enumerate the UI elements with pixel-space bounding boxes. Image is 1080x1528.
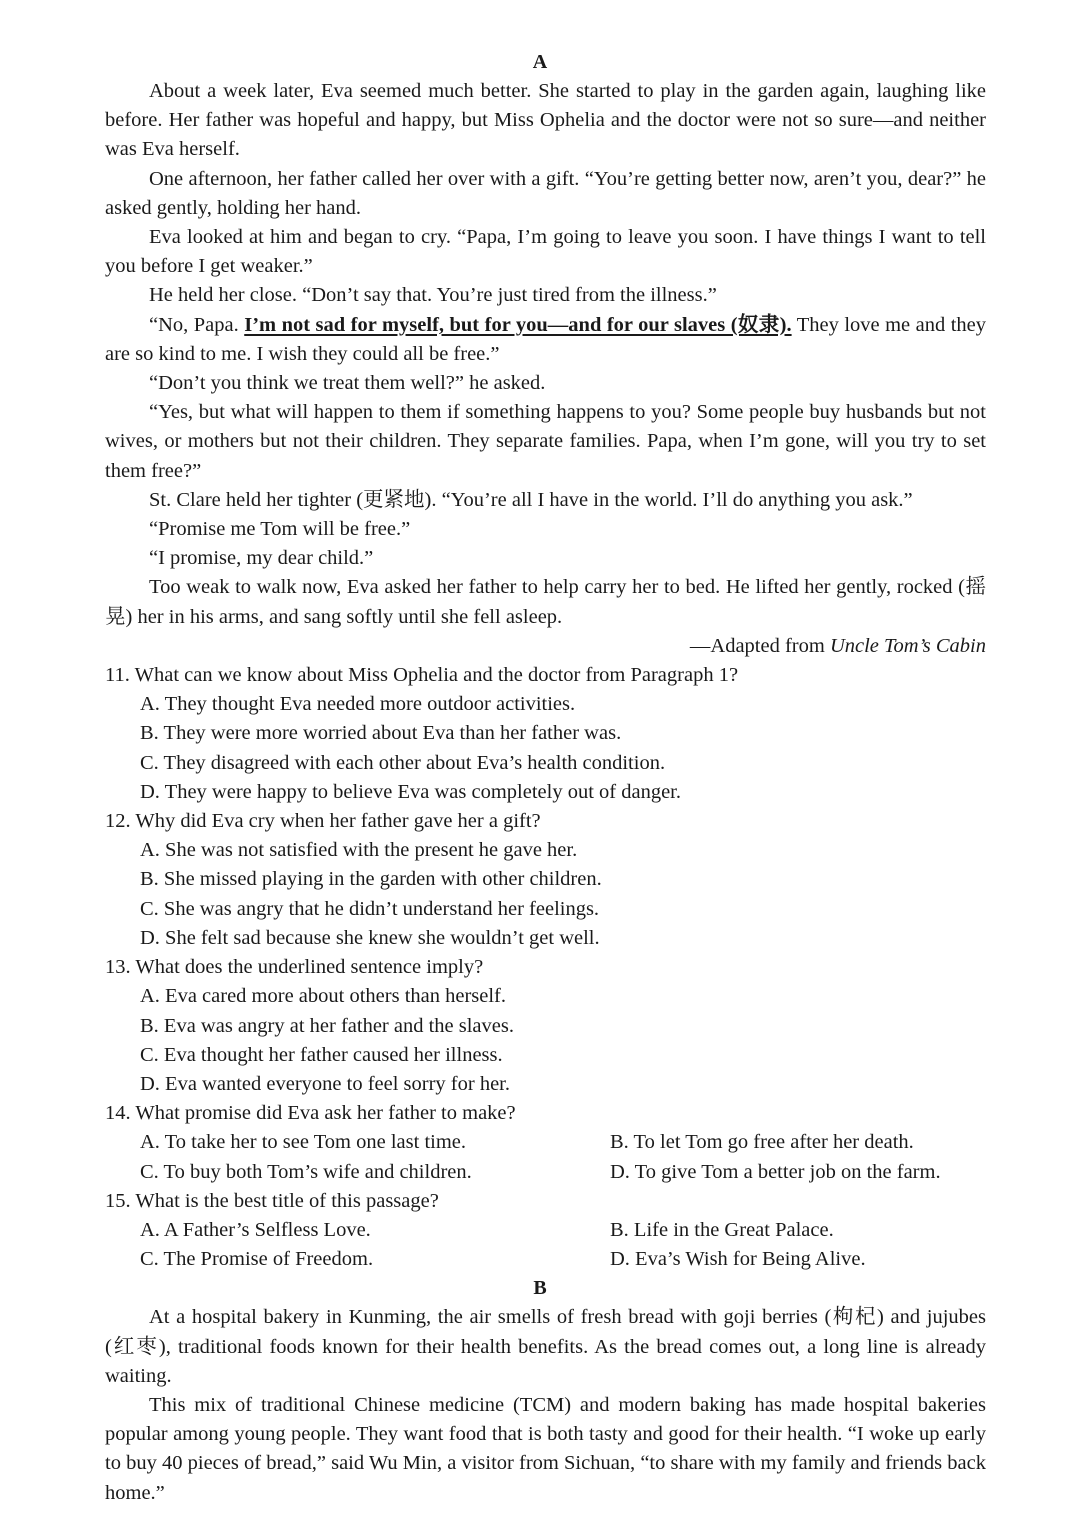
option-row: [0, 1245, 1080, 1274]
option-a: A. To take her to see Tom one last time.: [140, 1131, 467, 1154]
passage-a-paragraph-1: About a week later, Eva seemed much better. She started to play in the garden again, laughing like before. Her father was hopeful and happy, but Miss Ophelia and the doctor were not so sure—and neither was Eva herself.: [105, 80, 986, 161]
option-b: B. Eva was angry at her father and the slaves.: [140, 1014, 514, 1037]
source-title: Uncle Tom’s Cabin: [829, 634, 986, 657]
question-stem: 12. Why did Eva cry when her father gave her a gift?: [105, 810, 541, 833]
passage-a-paragraph-9: “Promise me Tom will be free.”: [149, 518, 411, 541]
passage-a-paragraph-5: [0, 311, 1080, 369]
question-stem: 13. What does the underlined sentence imply?: [105, 956, 484, 979]
question-15: [0, 1187, 1080, 1275]
passage-a-paragraph-2: One afternoon, her father called her over with a gift. “You’re getting better now, aren’t you, dear?” he asked gently, holding her hand.: [105, 167, 986, 219]
option-c: C. She was angry that he didn’t understand her feelings.: [140, 897, 600, 920]
option-a: A. They thought Eva needed more outdoor activities.: [140, 693, 576, 716]
passage-a: [0, 77, 1080, 661]
option-d: D. They were happy to believe Eva was completely out of danger.: [140, 780, 681, 803]
option-row: [0, 1128, 1080, 1157]
passage-a-paragraph-8: St. Clare held her tighter (更紧地). “You’re all I have in the world. I’ll do anything you ask.”: [149, 488, 913, 511]
option-row: [0, 1158, 1080, 1187]
paragraph-5-start: “No, Papa.: [149, 313, 245, 336]
option-b: B. She missed playing in the garden with other children.: [140, 868, 602, 891]
source-citation: [0, 632, 1080, 661]
question-stem: 11. What can we know about Miss Ophelia and the doctor from Paragraph 1?: [105, 664, 739, 687]
passage-a-paragraph-10: “I promise, my dear child.”: [149, 547, 374, 570]
passage-a-paragraph-11: Too weak to walk now, Eva asked her father to help carry her to bed. He lifted her gently, rocked (摇晃) her in his arms, and sang softly until she fell asleep.: [105, 576, 986, 628]
passage-a-paragraph-4: He held her close. “Don’t say that. You’re just tired from the illness.”: [149, 284, 717, 307]
option-b: B. To let Tom go free after her death.: [610, 1131, 914, 1154]
source-prefix: —Adapted from: [689, 634, 830, 657]
question-stem: 15. What is the best title of this passage?: [105, 1189, 439, 1212]
option-a: A. A Father’s Selfless Love.: [140, 1218, 371, 1241]
question-14: [0, 1099, 1080, 1187]
option-c: C. To buy both Tom’s wife and children.: [140, 1160, 472, 1183]
paragraph-5-end: They love me and they are so kind to me. I wish they could all be free.”: [105, 313, 986, 365]
option-b: B. Life in the Great Palace.: [610, 1218, 834, 1241]
passage-b: [0, 1303, 1080, 1507]
option-a: A. Eva cared more about others than herself.: [140, 985, 507, 1008]
option-c: C. The Promise of Freedom.: [140, 1248, 374, 1271]
option-row: [0, 1216, 1080, 1245]
passage-b-paragraph-2: This mix of traditional Chinese medicine (TCM) and modern baking has made hospital bakeries popular among young people. They want food that is both tasty and good for their health. “I woke up early to buy 40 pieces of bread,” said Wu Min, a visitor from Sichuan, “to share with my family and friends back home.”: [105, 1393, 986, 1504]
option-d: D. To give Tom a better job on the farm.: [610, 1160, 941, 1183]
question-11: [0, 661, 1080, 807]
passage-b-paragraph-1: At a hospital bakery in Kunming, the air smells of fresh bread with goji berries (枸杞) and jujubes (红枣), traditional foods known for their health benefits. As the bread comes out, a long line is already waiting.: [105, 1306, 986, 1387]
question-12: [0, 807, 1080, 953]
passage-a-paragraph-3: Eva looked at him and began to cry. “Papa, I’m going to leave you soon. I have things I want to tell you before I get weaker.”: [105, 226, 986, 278]
option-c: C. They disagreed with each other about Eva’s health condition.: [140, 751, 666, 774]
option-c: C. Eva thought her father caused her illness.: [140, 1043, 503, 1066]
passage-a-paragraph-6: “Don’t you think we treat them well?” he asked.: [149, 372, 546, 395]
option-d: D. She felt sad because she knew she wouldn’t get well.: [140, 926, 600, 949]
question-stem: 14. What promise did Eva ask her father to make?: [105, 1102, 516, 1125]
question-13: [0, 953, 1080, 1099]
option-d: D. Eva wanted everyone to feel sorry for her.: [140, 1072, 510, 1095]
option-b: B. They were more worried about Eva than her father was.: [140, 722, 622, 745]
section-b-title: B: [533, 1277, 547, 1300]
option-d: D. Eva’s Wish for Being Alive.: [610, 1248, 866, 1271]
underlined-sentence: I’m not sad for myself, but for you—and for our slaves (奴隶).: [244, 313, 792, 336]
section-a-title: A: [532, 51, 548, 73]
option-a: A. She was not satisfied with the present he gave her.: [140, 839, 578, 862]
passage-a-paragraph-7: “Yes, but what will happen to them if something happens to you? Some people buy husbands but not wives, or mothers but not their children. They separate families. Papa, when I’m gone, will you try to set them free?”: [105, 401, 986, 482]
